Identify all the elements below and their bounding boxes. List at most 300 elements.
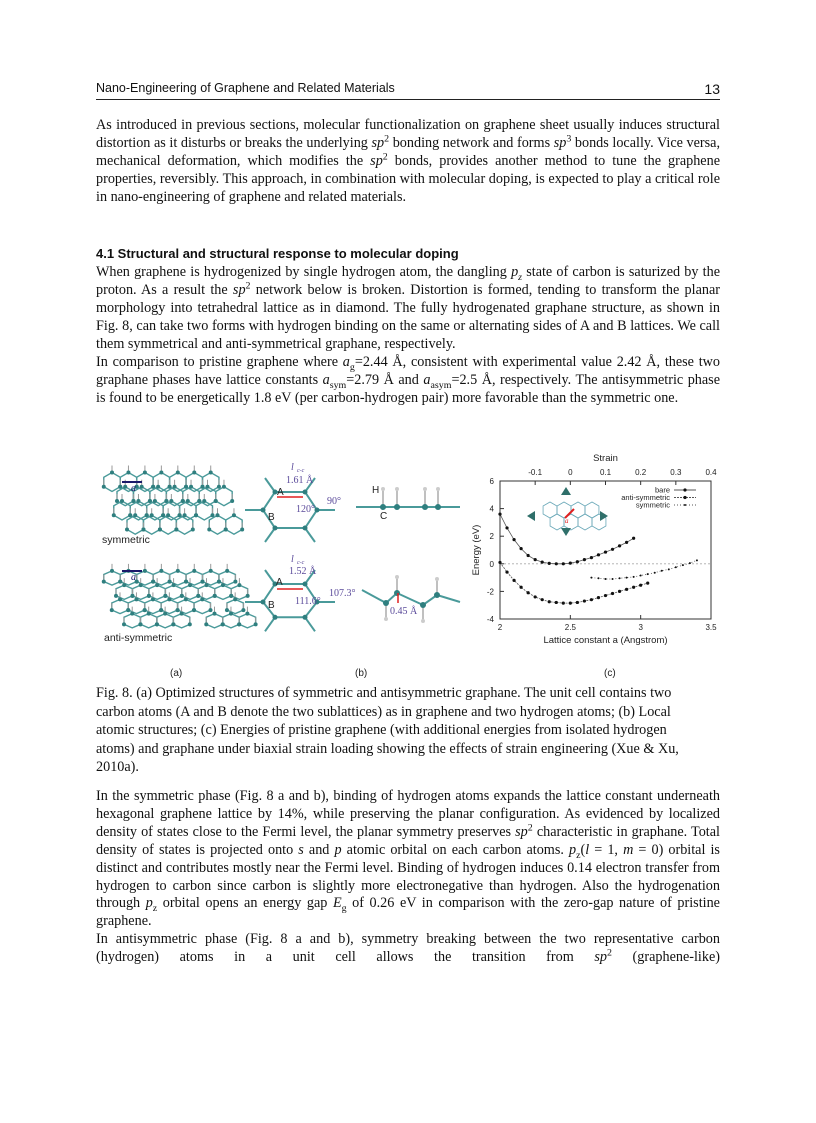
lattice-vector-label: a <box>131 483 136 494</box>
lattice-vector-label: a <box>131 572 136 583</box>
carbon-atom <box>110 569 114 573</box>
data-point <box>527 591 530 594</box>
arrow-up-icon <box>561 487 571 495</box>
data-point <box>661 570 663 572</box>
text-run: a <box>322 372 330 388</box>
text-run: p <box>568 841 577 858</box>
site-a-label: A <box>277 487 284 498</box>
text-run: sp <box>232 282 246 298</box>
data-point <box>505 570 508 573</box>
carbon-atom <box>237 622 241 626</box>
hexagon-ring <box>104 473 120 492</box>
bond <box>305 617 315 631</box>
carbon-atom <box>222 485 226 489</box>
carbon-atom <box>120 499 124 503</box>
symmetric-angle-120: 120° <box>296 504 315 515</box>
carbon-atom <box>209 569 213 573</box>
carbon-atom <box>102 580 106 584</box>
data-point <box>689 562 691 564</box>
hydrogen-atom <box>395 487 399 491</box>
legend-marker <box>683 488 686 491</box>
carbon-atom <box>383 600 389 606</box>
carbon-atom <box>184 580 188 584</box>
symmetric-local-structure <box>245 478 335 542</box>
text-run: (graphene-like) <box>611 949 720 966</box>
header-title: Nano-Engineering of Graphene and Related Materials <box>96 81 395 95</box>
arrow-left-icon <box>527 511 535 521</box>
data-point <box>668 568 670 570</box>
text-run: z <box>152 903 158 915</box>
data-point <box>611 592 614 595</box>
carbon-atom <box>225 608 229 612</box>
hydrogen-atom <box>395 575 399 579</box>
data-point <box>597 596 600 599</box>
site-a-label: A <box>276 577 283 588</box>
hexagon-ring <box>161 599 177 613</box>
carbon-atom <box>233 580 237 584</box>
carbon-atom <box>192 471 196 475</box>
carbon-atom <box>173 485 177 489</box>
text-run: 2 <box>384 133 390 145</box>
carbon-atom <box>126 471 130 475</box>
data-point <box>612 578 614 580</box>
carbon-atom <box>156 485 160 489</box>
carbon-atom <box>241 608 245 612</box>
data-point <box>618 544 621 547</box>
carbon-atom <box>159 569 163 573</box>
text-run: In the symmetric phase (Fig. 8 a and b), binding of hydrogen atoms expands the lattice constant underneath hexagonal graphene lattice by 14%, while preserving the planar configuration. As evidenced by localized density of states close to the Fermi level, the planar symmetry preserves <box>96 788 720 840</box>
bond <box>265 570 275 584</box>
data-point <box>583 599 586 602</box>
hexagon-ring <box>149 585 165 599</box>
data-point <box>555 601 558 604</box>
text-run: =2.5 Å, respectively. The antisymmetric phase is found to be energetically 1.8 eV (per carbon-hydrogen pair) more favorable than the symmetric one. <box>96 372 720 406</box>
strain-tick-label: 0 <box>568 468 573 477</box>
text-run: bonds, provides another method to tune the graphene properties, reversibly. This approach, in combination with molecular doping, is expected to play a critical role in nano-engineering of graphene and related materials. <box>96 153 720 205</box>
bond-length-symbol: l <box>291 554 294 565</box>
carbon-atom <box>194 513 198 517</box>
data-point <box>646 582 649 585</box>
hexagon-ring <box>124 614 140 628</box>
carbon-atom <box>435 504 441 510</box>
data-point <box>569 562 572 565</box>
carbon-atom <box>204 622 208 626</box>
bond <box>305 528 315 542</box>
data-point <box>625 541 628 544</box>
data-point <box>512 538 515 541</box>
data-point <box>541 598 544 601</box>
data-point <box>527 554 530 557</box>
hydrogen-atom <box>421 619 425 623</box>
text-run: l <box>585 841 590 858</box>
paragraph <box>96 684 696 777</box>
hydrogen-atom <box>435 577 439 581</box>
series-line <box>591 560 697 579</box>
carbon-atom <box>138 622 142 626</box>
text-run: g <box>349 361 355 373</box>
carbon-atom <box>245 612 249 616</box>
carbon-atom <box>150 513 154 517</box>
y-tick-label: 4 <box>489 504 494 514</box>
carbon-atom <box>168 580 172 584</box>
carbon-atom <box>303 490 308 495</box>
hexagon-ring <box>157 614 173 628</box>
anti-symmetric-angle-107: 107.3° <box>329 588 356 599</box>
data-point <box>675 566 677 568</box>
data-point <box>512 579 515 582</box>
carbon-atom <box>188 622 192 626</box>
carbon-atom <box>209 471 213 475</box>
data-point <box>534 558 537 561</box>
data-point <box>541 561 544 564</box>
text-run: sp <box>553 135 567 151</box>
strain-tick-label: 0.1 <box>599 468 612 477</box>
arrow-down-icon <box>561 528 571 536</box>
hydrogen-atom <box>384 617 388 621</box>
data-point <box>640 575 642 577</box>
inset-lattice-label: a <box>565 517 569 525</box>
carbon-atom <box>192 608 196 612</box>
text-run: E <box>332 895 342 912</box>
y-tick-label: 6 <box>489 477 494 486</box>
text-run: of 0.26 eV in comparison with the zero-gap nature of pristine graphene. <box>96 895 720 930</box>
panel-b-label: (b) <box>355 668 368 679</box>
bond <box>265 478 275 492</box>
hydrogen-atom <box>381 487 385 491</box>
carbon-atom <box>163 594 167 598</box>
carbon-atom <box>143 471 147 475</box>
carbon-atom <box>224 528 228 532</box>
hexagon-ring <box>112 599 128 613</box>
carbon-atom <box>246 594 250 598</box>
data-point <box>625 588 628 591</box>
text-run: sym <box>329 379 347 391</box>
text-run: p <box>511 264 519 280</box>
carbon-atom <box>394 504 400 510</box>
carbon-atom <box>147 594 151 598</box>
legend-label: bare <box>654 485 670 495</box>
carbon-atom <box>123 485 127 489</box>
carbon-atom <box>151 580 155 584</box>
data-point <box>626 577 628 579</box>
carbon-atom <box>176 471 180 475</box>
data-point <box>590 598 593 601</box>
hexagon-ring <box>206 614 222 628</box>
hexagon-ring <box>104 571 120 585</box>
strain-axis-title: Strain <box>593 453 618 464</box>
carbon-atom <box>147 612 151 616</box>
legend-marker <box>683 496 686 499</box>
data-point <box>604 594 607 597</box>
bond-length-symbol: l <box>291 462 294 473</box>
carbon-atom <box>229 612 233 616</box>
carbon-atom <box>420 602 426 608</box>
bond <box>265 528 275 542</box>
text-run: z <box>518 271 523 283</box>
x-axis-title: Lattice constant a (Angstrom) <box>543 635 668 646</box>
text-run: state of carbon is saturized by the proton. As a result the <box>96 264 721 298</box>
data-point <box>597 553 600 556</box>
x-tick-label: 2 <box>497 623 503 632</box>
hexagon-ring <box>231 585 247 599</box>
text-run: = 1, <box>589 841 624 858</box>
hexagon-ring <box>173 614 189 628</box>
carbon-atom <box>176 608 180 612</box>
carbon-atom <box>122 622 126 626</box>
carbon-atom <box>125 528 129 532</box>
hexagon-ring <box>198 585 214 599</box>
carbon-atom <box>155 583 159 587</box>
carbon-atom <box>229 594 233 598</box>
text-run: orbital opens an energy gap <box>157 895 333 912</box>
text-run: a <box>342 354 350 370</box>
legend-marker <box>684 504 686 506</box>
hexagon-ring <box>202 571 218 585</box>
data-point <box>534 595 537 598</box>
y-tick-label: -2 <box>486 587 494 597</box>
carbon-atom <box>174 528 178 532</box>
data-point <box>632 537 635 540</box>
data-point <box>604 550 607 553</box>
carbon-atom <box>151 597 155 601</box>
hexagon-ring <box>216 487 232 506</box>
carbon-atom <box>176 569 180 573</box>
carbon-atom <box>158 528 162 532</box>
panel-c-label: (c) <box>604 668 616 679</box>
data-point <box>498 561 501 564</box>
data-point <box>639 584 642 587</box>
carbon-atom <box>130 612 134 616</box>
x-tick-label: 3.5 <box>705 623 717 632</box>
carbon-atom <box>167 597 171 601</box>
anti-symmetric-angle-111: 111.6° <box>295 596 321 607</box>
hexagon-ring <box>223 614 239 628</box>
carbon-atom <box>155 622 159 626</box>
legend-label: symmetric <box>635 500 670 510</box>
text-run: ( <box>580 841 586 858</box>
carbon-atom <box>233 597 237 601</box>
carbon-atom <box>204 583 208 587</box>
data-point <box>562 562 565 565</box>
data-point <box>590 556 593 559</box>
strain-tick-label: 0.2 <box>635 468 647 477</box>
hexagon-ring <box>140 614 156 628</box>
carbon-atom <box>191 528 195 532</box>
data-point <box>632 586 635 589</box>
text-run: p <box>145 895 153 912</box>
text-run: 2 <box>527 822 533 834</box>
buckled-side-view <box>362 590 460 605</box>
text-run: atomic orbital on each carbon atoms. <box>341 841 569 858</box>
carbon-atom <box>217 580 221 584</box>
bond <box>265 617 275 631</box>
text-run: sp <box>515 823 528 840</box>
symmetric-lattice <box>102 466 244 535</box>
carbon-atom <box>212 612 216 616</box>
data-point <box>605 578 607 580</box>
text-run: =2.79 Å and <box>346 372 424 388</box>
text-run: bonds locally. Vice versa, mechanical deformation, which modifies the <box>96 135 720 169</box>
atom-h-label: H <box>372 485 380 496</box>
data-point <box>590 577 592 579</box>
carbon-atom <box>140 485 144 489</box>
hexagon-ring <box>153 571 169 585</box>
text-run: z <box>576 849 581 861</box>
data-point <box>647 573 649 575</box>
carbon-atom <box>110 608 114 612</box>
data-point <box>583 558 586 561</box>
carbon-atom <box>214 499 218 503</box>
text-run: m <box>623 841 634 858</box>
carbon-atom <box>200 580 204 584</box>
carbon-atom <box>196 594 200 598</box>
carbon-atom <box>110 471 114 475</box>
carbon-atom <box>221 583 225 587</box>
symmetric-angle-90: 90° <box>327 496 341 507</box>
hexagon-ring <box>132 585 148 599</box>
data-point <box>682 564 684 566</box>
carbon-atom <box>422 504 428 510</box>
hexagon-ring <box>186 571 202 585</box>
carbon-atom <box>166 513 170 517</box>
data-point <box>619 577 621 579</box>
carbon-atom <box>171 622 175 626</box>
y-tick-label: -4 <box>486 615 494 624</box>
symmetric-label: symmetric <box>102 534 150 546</box>
bond-length-subscript: c-c <box>297 468 305 474</box>
carbon-atom <box>126 608 130 612</box>
carbon-atom <box>180 594 184 598</box>
carbon-atom <box>205 485 209 489</box>
page-number: 13 <box>704 81 720 97</box>
carbon-atom <box>136 499 140 503</box>
text-run: In comparison to pristine graphene where <box>96 354 343 370</box>
carbon-atom <box>184 597 188 601</box>
data-point <box>520 547 523 550</box>
text-run: network below is broken. Distortion is formed, tending to transform the planar morphology into tetrahedral lattice as in diamond. The fully hydrogenated graphane structure, as shown in Fig. 8, can take two forms with hydrogen binding on the same or alternating sides of A and B lattices. We call them symmetrical and anti-symmetrical graphane, respectively. <box>96 282 720 352</box>
hydrogen-atom <box>436 487 440 491</box>
carbon-atom <box>143 569 147 573</box>
text-run: a <box>423 372 431 388</box>
plot-frame <box>500 481 711 619</box>
hexagon-ring <box>145 599 161 613</box>
hexagon-ring <box>219 571 235 585</box>
carbon-atom <box>434 592 440 598</box>
text-run: g <box>341 903 347 915</box>
carbon-atom <box>232 513 236 517</box>
carbon-atom <box>180 612 184 616</box>
text-run: 2 <box>606 947 612 959</box>
text-run: sp <box>594 949 607 966</box>
carbon-atom <box>153 499 157 503</box>
x-tick-label: 2.5 <box>564 623 576 632</box>
carbon-atom <box>186 499 190 503</box>
text-run: = 0) orbital is distinct and contributes mostly near the Fermi level. Binding of hydrogen induces 0.14 electron transfer from hydrogen to carbon since carbon is slightly more electronegative than hydrogen. Also the hydrogenation through <box>96 841 720 912</box>
hexagon-ring <box>137 571 153 585</box>
data-point <box>597 577 599 579</box>
strain-tick-label: 0.4 <box>705 468 717 477</box>
data-point <box>548 600 551 603</box>
carbon-atom <box>273 615 278 620</box>
text-run: Fig. 8. (a) Optimized structures of symmetric and antisymmetric graphane. The unit cell contains two carbon atoms (A and B denote the two sublattices) as in graphene and two hydrogen atoms; (b) Local atomic structures; (c) Energies of pristine graphene (with additional energies from isolated hydrogen atoms) and graphane under biaxial strain loading showing the effects of strain engineering (Xue & Xu, 2010a). <box>96 685 679 775</box>
hexagon-ring <box>215 585 231 599</box>
carbon-atom <box>200 597 204 601</box>
carbon-atom <box>112 513 116 517</box>
carbon-atom <box>303 526 308 531</box>
figure-caption <box>96 684 696 777</box>
text-run: =2.44 Å, consistent with experimental value 2.42 Å, these two graphane phases have lattice constants <box>96 354 720 388</box>
atom-c-label: C <box>380 511 388 522</box>
carbon-atom <box>394 590 400 596</box>
hexagon-ring <box>239 614 255 628</box>
text-run: As introduced in previous sections, molecular functionalization on graphene sheet usually induces structural distortion as it disturbs or breaks the underlying <box>96 117 720 151</box>
carbon-atom <box>172 583 176 587</box>
text-run: sp <box>371 135 385 151</box>
carbon-atom <box>139 583 143 587</box>
legend-label: anti-symmetric <box>621 493 670 502</box>
text-run: asym <box>430 379 452 391</box>
y-tick-label: 2 <box>489 532 494 542</box>
hexagon-ring <box>116 585 132 599</box>
hexagon-ring <box>227 599 243 613</box>
symmetric-bond-length: 1.61 Å <box>286 475 314 486</box>
carbon-atom <box>215 513 219 517</box>
data-point <box>520 586 523 589</box>
text-run: characteristic in graphane. Total density of states is projected onto <box>96 823 720 858</box>
carbon-atom <box>122 583 126 587</box>
data-point <box>569 602 572 605</box>
hexagon-ring <box>170 571 186 585</box>
data-point <box>555 562 558 565</box>
text-run: 2 <box>245 280 251 292</box>
data-point <box>498 513 501 516</box>
data-point <box>562 602 565 605</box>
hexagon-ring <box>178 599 194 613</box>
data-point <box>654 572 656 574</box>
data-point <box>576 560 579 563</box>
strain-tick-label: 0.3 <box>670 468 682 477</box>
strain-tick-label: -0.1 <box>528 468 543 477</box>
carbon-atom <box>237 583 241 587</box>
y-tick-label: 0 <box>489 559 494 569</box>
carbon-atom <box>261 600 266 605</box>
text-run: and <box>303 841 335 858</box>
data-point <box>548 562 551 565</box>
carbon-atom <box>143 608 147 612</box>
carbon-atom <box>159 608 163 612</box>
hexagon-ring <box>165 585 181 599</box>
carbon-atom <box>141 528 145 532</box>
text-run: 3 <box>566 133 572 145</box>
data-point <box>611 548 614 551</box>
carbon-atom <box>221 622 225 626</box>
site-b-label: B <box>268 600 275 611</box>
carbon-atom <box>163 612 167 616</box>
anti-symmetric-label: anti-symmetric <box>104 632 173 644</box>
carbon-atom <box>189 485 193 489</box>
data-point <box>576 601 579 604</box>
carbon-atom <box>114 594 118 598</box>
carbon-atom <box>380 504 386 510</box>
carbon-atom <box>183 513 187 517</box>
y-axis-title: Energy (eV) <box>471 524 482 576</box>
carbon-atom <box>208 608 212 612</box>
site-b-label: B <box>268 512 275 523</box>
buckling-height: 0.45 Å <box>390 606 418 617</box>
x-tick-label: 3 <box>638 623 643 632</box>
panel-a-label: (a) <box>170 668 183 679</box>
data-point <box>505 526 508 529</box>
